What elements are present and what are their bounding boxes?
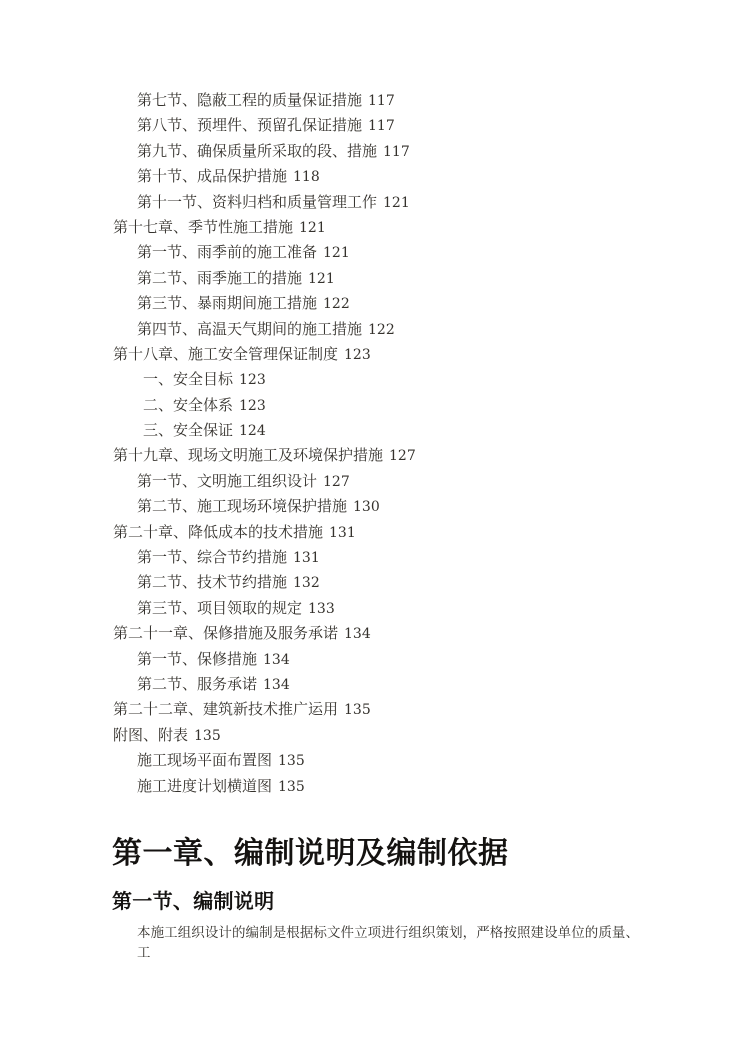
toc-entry-label: 第二节、施工现场环境保护措施: [137, 497, 348, 516]
toc-entry-page: 117: [368, 118, 395, 135]
toc-entry: [0, 88, 744, 113]
toc-entry-label: 附图、附表: [113, 725, 189, 744]
toc-entry-page: 122: [323, 296, 350, 313]
toc-entry: [0, 418, 744, 443]
toc-entry-page: 121: [383, 194, 410, 211]
toc-entry: [0, 443, 744, 468]
toc-entry-label: 第七节、隐蔽工程的质量保证措施: [137, 91, 363, 109]
toc-entry-label: 第二节、雨季施工的措施: [137, 268, 303, 287]
toc-entry: [0, 672, 744, 697]
toc-entry-page: 132: [293, 575, 320, 592]
toc-entry-label: 施工现场平面布置图: [137, 751, 273, 770]
toc-entry: [0, 621, 744, 646]
section-heading: 第一节、编制说明: [112, 889, 275, 913]
toc-entry: [0, 393, 744, 418]
toc-entry: [0, 697, 744, 722]
toc-entry-page: 134: [263, 651, 290, 668]
toc-entry-page: 133: [308, 600, 335, 617]
toc-entry-page: 131: [293, 550, 320, 567]
toc-entry: [0, 748, 744, 773]
toc-entry-label: 第十一节、资料归档和质量管理工作: [137, 192, 378, 211]
toc-entry-label: 一、安全目标: [143, 370, 234, 389]
toc-entry-page: 135: [344, 702, 371, 719]
body-paragraph: 本施工组织设计的编制是根据标文件立项进行组织策划，严格按照建设单位的质量、工: [137, 925, 639, 961]
toc-entry-page: 117: [368, 93, 395, 109]
toc-entry-label: 第十九章、现场文明施工及环境保护措施: [113, 446, 384, 465]
toc-entry: [0, 647, 744, 672]
toc-entry-label: 第一节、保修措施: [137, 649, 258, 668]
toc-entry-page: 127: [389, 448, 416, 465]
toc-entry: [0, 164, 744, 189]
toc-entry-page: 135: [278, 753, 305, 770]
toc-entry-page: 134: [344, 626, 371, 643]
toc-entry-label: 第一节、文明施工组织设计: [137, 471, 318, 490]
toc-entry-page: 123: [239, 372, 266, 389]
toc-entry-page: 121: [299, 219, 326, 236]
toc-entry-label: 施工进度计划横道图: [137, 776, 273, 795]
toc-entry-label: 第一节、综合节约措施: [137, 548, 288, 567]
toc-entry-label: 第二节、服务承诺: [137, 674, 258, 693]
toc-entry-label: 第二节、技术节约措施: [137, 573, 288, 592]
toc-entry-label: 第三节、暴雨期间施工措施: [137, 294, 318, 313]
toc-entry-label: 第三节、项目领取的规定: [137, 598, 303, 617]
toc-entry: [0, 113, 744, 138]
toc-entry-label: 第一节、雨季前的施工准备: [137, 243, 318, 262]
toc-entry-label: 第二十章、降低成本的技术措施: [113, 522, 324, 541]
toc-entry: [0, 494, 744, 519]
toc-entry-page: 121: [323, 245, 350, 262]
toc-entry: [0, 240, 744, 265]
toc-entry-label: 三、安全保证: [143, 421, 234, 440]
toc-entry-page: 130: [353, 499, 380, 516]
toc-entry: [0, 774, 744, 799]
toc-entry-page: 134: [263, 676, 290, 693]
toc-entry: [0, 317, 744, 342]
toc-entry: [0, 520, 744, 545]
toc-entry: [0, 469, 744, 494]
toc-entry: [0, 215, 744, 240]
toc-entry-label: 二、安全体系: [143, 395, 234, 414]
chapter-heading: 第一章、编制说明及编制依据: [112, 836, 509, 871]
toc-entry-label: 第四节、高温天气期间的施工措施: [137, 319, 363, 338]
toc-entry: [0, 367, 744, 392]
toc-entry-page: 135: [194, 727, 221, 744]
toc-entry-page: 127: [323, 473, 350, 490]
toc-entry: [0, 266, 744, 291]
toc-entry-page: 124: [239, 423, 266, 440]
toc-entry-page: 118: [293, 169, 320, 186]
toc-entry-label: 第十节、成品保护措施: [137, 167, 288, 186]
toc-entry-label: 第十七章、季节性施工措施: [113, 217, 294, 236]
toc-entry-page: 121: [308, 270, 335, 287]
toc-entry: [0, 190, 744, 215]
toc-entry: [0, 139, 744, 164]
toc-entry: [0, 596, 744, 621]
toc-entry-page: 135: [278, 778, 305, 795]
toc-entry: [0, 342, 744, 367]
toc-entry-page: 117: [383, 143, 410, 160]
toc-entry: [0, 545, 744, 570]
toc-entry-page: 122: [368, 321, 395, 338]
toc-entry-label: 第十八章、施工安全管理保证制度: [113, 344, 339, 363]
toc-entry: [0, 291, 744, 316]
toc-entry-label: 第九节、确保质量所采取的段、措施: [137, 141, 378, 160]
toc-entry: [0, 570, 744, 595]
toc-entry-label: 第二十一章、保修措施及服务承诺: [113, 624, 339, 643]
table-of-contents: [0, 88, 744, 799]
toc-entry-page: 123: [239, 397, 266, 414]
toc-entry: [0, 723, 744, 748]
toc-entry-label: 第八节、预埋件、预留孔保证措施: [137, 116, 363, 135]
toc-entry-page: 131: [329, 524, 356, 541]
toc-entry-page: 123: [344, 346, 371, 363]
toc-entry-label: 第二十二章、建筑新技术推广运用: [113, 700, 339, 719]
